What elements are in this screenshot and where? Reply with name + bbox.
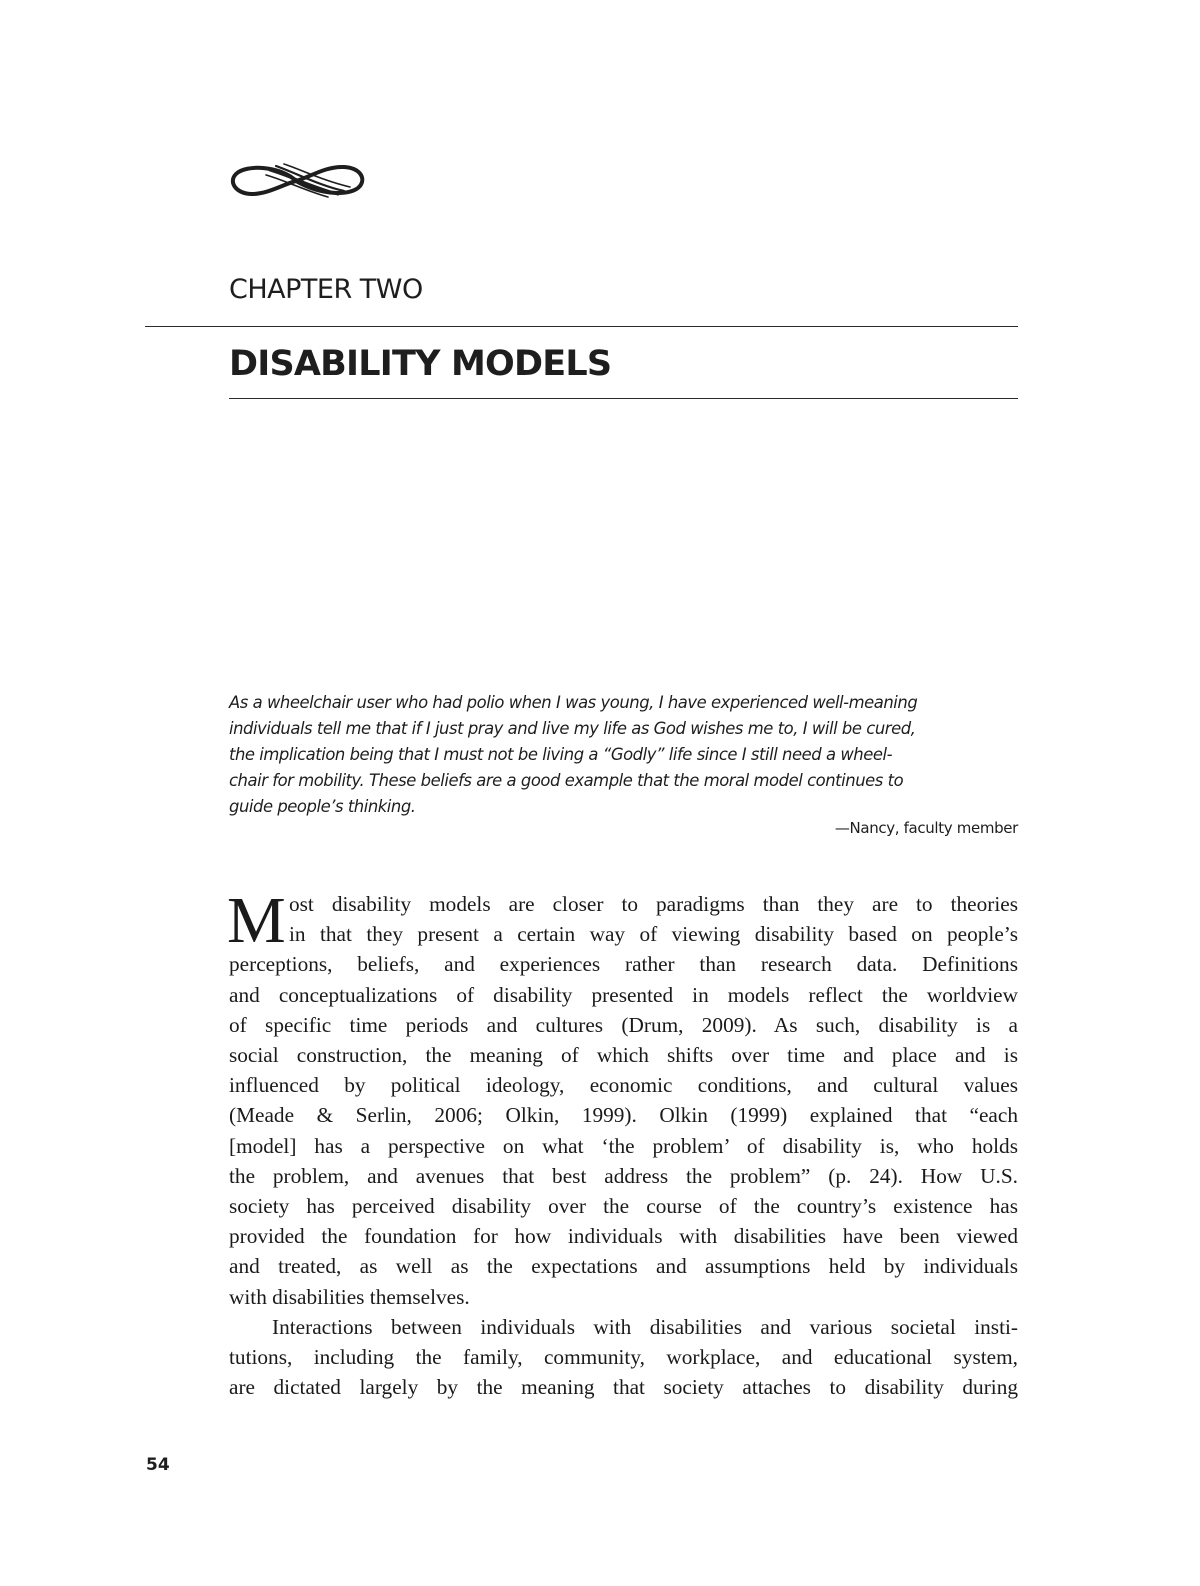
body-text (227, 884, 1018, 1402)
paragraph-line: tutions, including the family, community, workplace, and educational system, (229, 1345, 1018, 1370)
chapter-label: CHAPTER TWO (229, 274, 423, 305)
paragraph-line: provided the foundation for how individuals with disabilities have been viewed (229, 1224, 1018, 1249)
paragraph-line: and conceptualizations of disability presented in models reflect the worldview (229, 982, 1018, 1007)
paragraph-line: in that they present a certain way of viewing disability based on people’s (289, 922, 1018, 947)
paragraph-line: are dictated largely by the meaning that society attaches to disability during (229, 1375, 1018, 1400)
paragraph-line: ost disability models are closer to paradigms than they are to theories (289, 892, 1018, 916)
paragraph-line: and treated, as well as the expectations and assumptions held by individuals (229, 1254, 1018, 1279)
flourish-ornament-icon (226, 158, 368, 204)
paragraph-line: of specific time periods and cultures (Drum, 2009). As such, disability is a (229, 1012, 1018, 1037)
epigraph-quote (229, 690, 1018, 820)
paragraph-line: (Meade & Serlin, 2006; Olkin, 1999). Olkin (1999) explained that “each (229, 1103, 1018, 1128)
paragraph-line: with disabilities themselves. (229, 1284, 470, 1309)
paragraph-line: perceptions, beliefs, and experiences rather than research data. Definitions (229, 952, 1018, 977)
epigraph-line: individuals tell me that if I just pray and live my life as God wishes me to, I will be cured, (229, 719, 916, 738)
paragraph-line: society has perceived disability over the course of the country’s existence has (229, 1194, 1018, 1219)
page-number: 54 (146, 1455, 170, 1475)
chapter-top-rule (145, 326, 1018, 327)
chapter-title: DISABILITY MODELS (229, 344, 612, 384)
paragraph-line: the problem, and avenues that best address the problem” (p. 24). How U.S. (229, 1163, 1018, 1188)
paragraph-line: social construction, the meaning of which shifts over time and place and is (229, 1043, 1018, 1068)
epigraph-attribution: —Nancy, faculty member (834, 819, 1018, 837)
chapter-bottom-rule (229, 398, 1018, 399)
epigraph-line: the implication being that I must not be living a “Godly” life since I still need a wheel- (229, 745, 893, 764)
epigraph-line: chair for mobility. These beliefs are a good example that the moral model continues to (229, 771, 904, 790)
drop-cap: M (227, 884, 286, 957)
epigraph-line: As a wheelchair user who had polio when I was young, I have experienced well-meaning (229, 693, 918, 712)
paragraph-line: Interactions between individuals with disabilities and various societal insti- (272, 1314, 1018, 1339)
epigraph-line: guide people’s thinking. (229, 797, 416, 816)
paragraph-line: influenced by political ideology, economic conditions, and cultural values (229, 1073, 1018, 1098)
paragraph-line: [model] has a perspective on what ‘the problem’ of disability is, who holds (229, 1133, 1018, 1158)
